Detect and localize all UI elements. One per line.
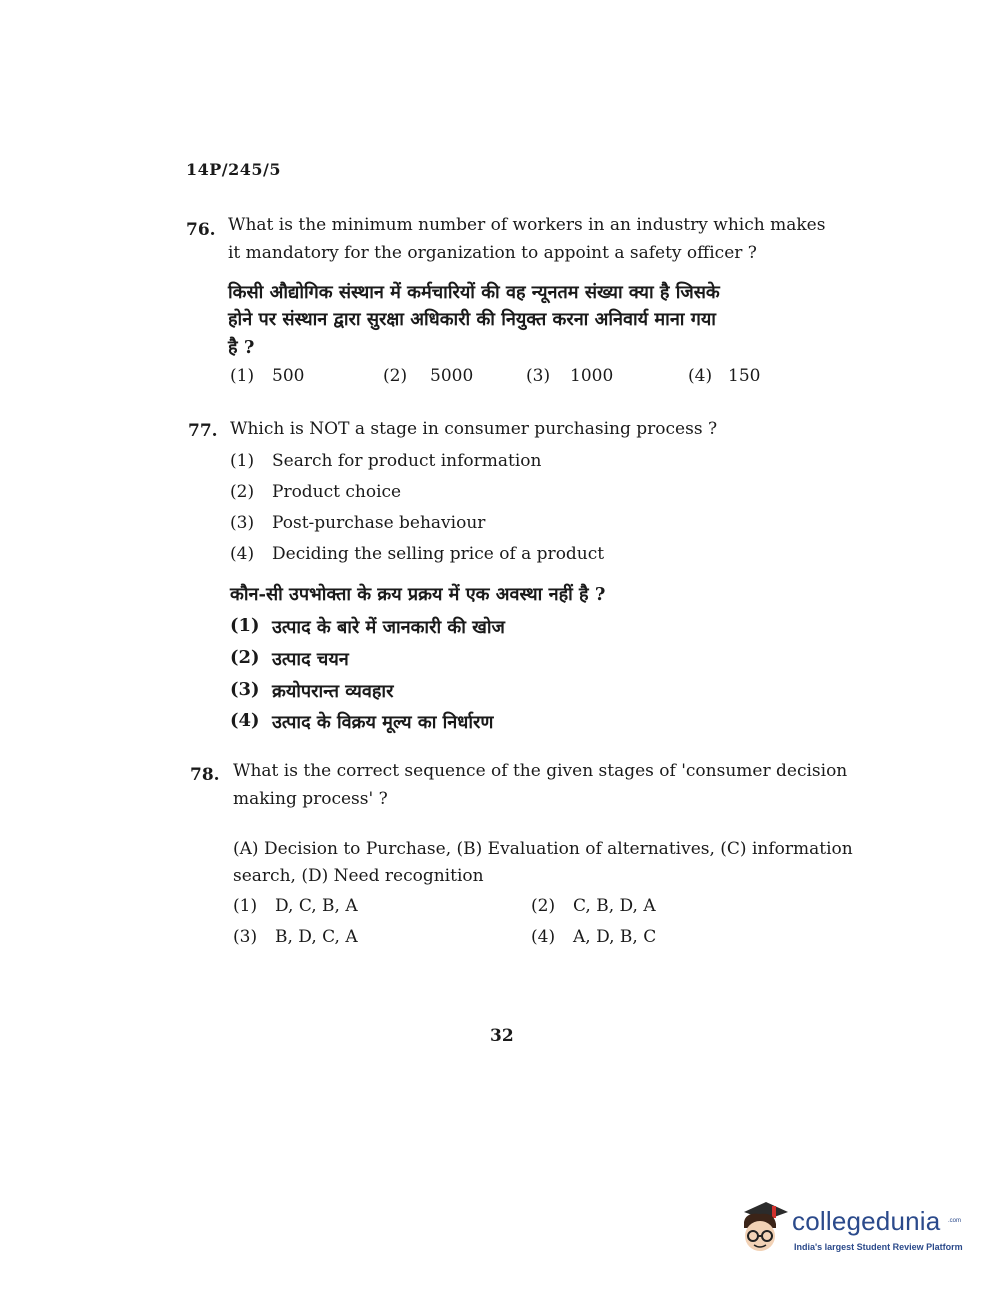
question-78-english-line2: making process' ? <box>233 789 388 809</box>
q77-en-option-2 <box>230 482 830 506</box>
question-76-hindi-line1: किसी औद्योगिक संस्थान में कर्मचारियों की वह न्यूनतम संख्या क्या है जिसके <box>228 282 720 303</box>
q76-option-1-text: 500 <box>272 366 305 386</box>
q76-option-2-text: 5000 <box>430 366 474 386</box>
q77-hi-option-2 <box>230 647 830 673</box>
collegedunia-logo[interactable] <box>736 1196 966 1266</box>
question-78-stages-line2: search, (D) Need recognition <box>233 866 484 886</box>
logo-tagline: India's largest Student Review Platform <box>794 1242 963 1252</box>
q78-options-row1 <box>0 896 993 922</box>
q78-option-4-text: A, D, B, C <box>573 927 657 947</box>
q77-en-option-3-text: Post-purchase behaviour <box>272 513 486 533</box>
question-77-english: Which is NOT a stage in consumer purchasing process ? <box>230 419 718 439</box>
question-76-hindi-line2: होने पर संस्थान द्वारा सुरक्षा अधिकारी की नियुक्त करना अनिवार्य माना गया <box>228 309 716 330</box>
q77-hi-option-4 <box>230 710 830 736</box>
q77-en-option-2-num: (2) <box>230 482 255 502</box>
student-mascot-icon <box>736 1196 792 1258</box>
q76-option-4-num: (4) <box>688 366 713 386</box>
q77-en-option-4-text: Deciding the selling price of a product <box>272 544 605 564</box>
q77-hi-option-3-num: (3) <box>230 679 260 700</box>
q77-hi-option-2-num: (2) <box>230 647 260 668</box>
question-76-options <box>0 366 993 392</box>
question-77-hindi: कौन-सी उपभोक्ता के क्रय प्रक्रय में एक अवस्था नहीं है ? <box>230 584 606 605</box>
q77-hi-option-2-text: उत्पाद चयन <box>272 649 349 670</box>
q77-en-option-4 <box>230 544 830 568</box>
q77-en-option-1-num: (1) <box>230 451 255 471</box>
q77-hi-option-4-text: उत्पाद के विक्रय मूल्य का निर्धारण <box>272 712 494 733</box>
q77-en-option-1 <box>230 451 830 475</box>
question-76-english-line2: it mandatory for the organization to appoint a safety officer ? <box>228 243 757 263</box>
paper-code: 14P/245/5 <box>186 160 282 179</box>
logo-wordmark: collegedunia <box>792 1206 941 1236</box>
q78-option-4-num: (4) <box>531 927 556 947</box>
q77-hi-option-1-text: उत्पाद के बारे में जानकारी की खोज <box>272 617 505 638</box>
q78-option-2-num: (2) <box>531 896 556 916</box>
q78-option-1-text: D, C, B, A <box>275 896 358 916</box>
question-78-stages-line1: (A) Decision to Purchase, (B) Evaluation of alternatives, (C) information <box>233 839 853 859</box>
q78-option-3-num: (3) <box>233 927 258 947</box>
q77-en-option-3 <box>230 513 830 537</box>
q78-option-2-text: C, B, D, A <box>573 896 656 916</box>
question-77-number: 77. <box>188 421 218 441</box>
q78-options-row2 <box>0 927 993 953</box>
q77-hi-option-1 <box>230 615 830 641</box>
question-78-english-line1: What is the correct sequence of the given stages of 'consumer decision <box>233 761 848 781</box>
q77-hi-option-3-text: क्रयोपरान्त व्यवहार <box>272 681 394 702</box>
q76-option-3-text: 1000 <box>570 366 614 386</box>
q77-hi-option-1-num: (1) <box>230 615 260 636</box>
q78-option-3-text: B, D, C, A <box>275 927 358 947</box>
q77-en-option-3-num: (3) <box>230 513 255 533</box>
q77-en-option-1-text: Search for product information <box>272 451 542 471</box>
question-78-number: 78. <box>190 765 220 785</box>
q76-option-3-num: (3) <box>526 366 551 386</box>
page-number: 32 <box>490 1026 514 1046</box>
q76-option-1-num: (1) <box>230 366 255 386</box>
q77-hi-option-3 <box>230 679 830 705</box>
q76-option-4-text: 150 <box>728 366 761 386</box>
q77-en-option-4-num: (4) <box>230 544 255 564</box>
question-76-english-line1: What is the minimum number of workers in an industry which makes <box>228 215 826 235</box>
question-76-hindi-line3: है ? <box>228 337 255 358</box>
q77-hi-option-4-num: (4) <box>230 710 260 731</box>
q77-en-option-2-text: Product choice <box>272 482 402 502</box>
question-76-number: 76. <box>186 220 216 240</box>
q78-option-1-num: (1) <box>233 896 258 916</box>
logo-domain-suffix: .com <box>948 1218 962 1224</box>
q76-option-2-num: (2) <box>383 366 408 386</box>
